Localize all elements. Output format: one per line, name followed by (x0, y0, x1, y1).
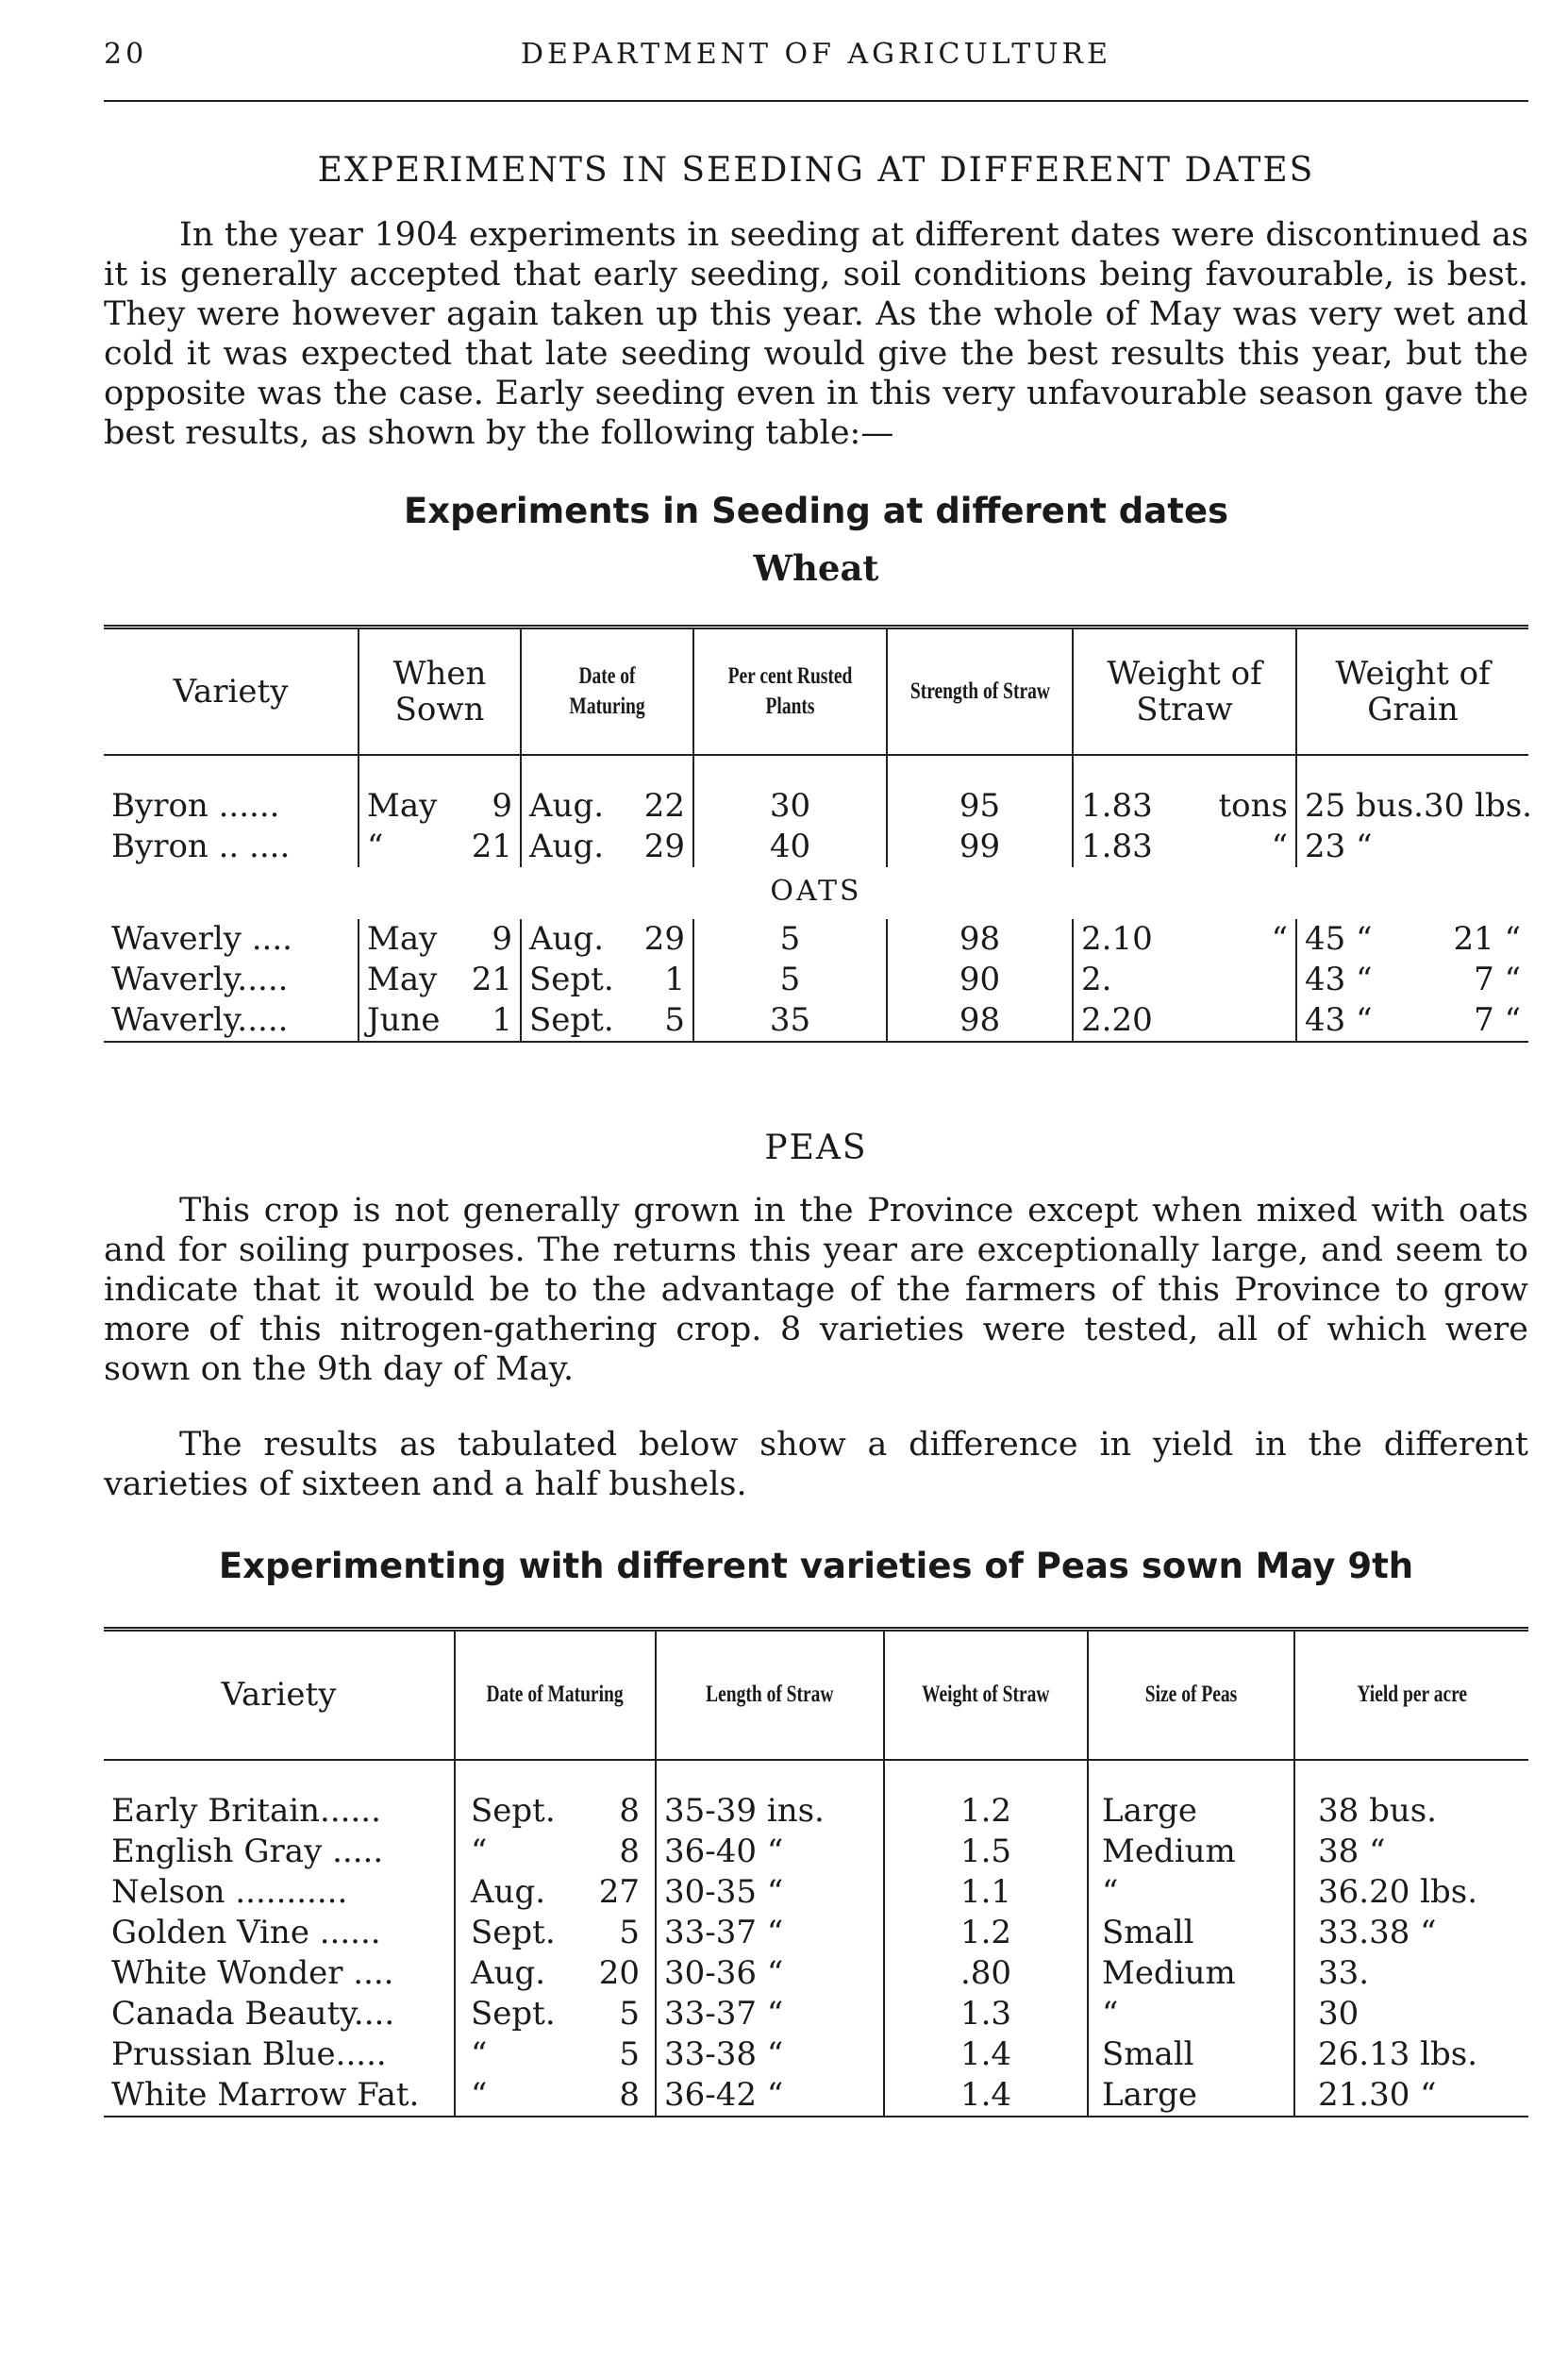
cell-weight: 1.5 (884, 1832, 1088, 1872)
cell-yield: 38 “ (1294, 1832, 1528, 1872)
cell-size: Large (1088, 1791, 1294, 1832)
paragraph-peas-1: This crop is not generally grown in the Province except when mixed with oats and for soiling purposes. The returns this year are exceptionally large, and seem to indicate that it would be to the advantage of the farmers of this Province to grow more of this nitrogen-gathering crop. 8 varieties were tested, all of which were sown on the 9th day of May. (104, 1192, 1528, 1388)
t1-header-strength: Strength of Straw (887, 628, 1073, 755)
t1-header-when-sown: When Sown (359, 628, 521, 755)
cell-variety: White Wonder .... (111, 1953, 394, 1992)
cell-weight: 1.3 (884, 1994, 1088, 2034)
paragraph-peas-2: The results as tabulated below show a difference in yield in the different varieties of sixteen and a half bushels. (104, 1426, 1528, 1503)
table-row (104, 1953, 1528, 1994)
cell-variety: White Marrow Fat. (111, 2075, 420, 2114)
t2-header-date-maturing: Date of Maturing (455, 1630, 656, 1760)
cell-size: Medium (1088, 1953, 1294, 1994)
peas-varieties-table (104, 1627, 1528, 2117)
table-row (104, 1913, 1528, 1953)
page-number: 20 (104, 38, 148, 71)
cell-length: 33-38 “ (656, 2034, 884, 2075)
cell-size: Large (1088, 2075, 1294, 2117)
table1-subtitle: Wheat (753, 547, 879, 589)
cell-weight: 1.2 (884, 1791, 1088, 1832)
cell-size: “ (1088, 1872, 1294, 1913)
cell-variety: Golden Vine ...... (111, 1913, 381, 1951)
t1-header-weight-grain: Weight of Grain (1296, 628, 1528, 755)
cell-yield: 38 bus. (1294, 1791, 1528, 1832)
cell-weight: 1.2 (884, 1913, 1088, 1953)
paragraph-seeding: In the year 1904 experiments in seeding at different dates were discontinued as it is generally accepted that early seeding, soil conditions being favourable, is best. They were however again taken up this year. As the whole of May was very wet and cold it was expected that late seeding would give the best results this year, but the opposite was the case. Early seeding even in this very unfavourable season gave the best results, as shown by the following table:— (104, 216, 1528, 452)
cell-maturing: Sept. 8 (455, 1791, 656, 1832)
running-title: DEPARTMENT OF AGRICULTURE (520, 38, 1112, 71)
table-row: Byron .. .... “ 21 Aug. 29 40 99 1.83 “ 23 “ (104, 827, 1528, 867)
cell-maturing: “ 8 (455, 2075, 656, 2117)
t1-header-variety: Variety (104, 628, 359, 755)
cell-length: 35-39 ins. (656, 1791, 884, 1832)
cell-variety: Canada Beauty.... (111, 1994, 395, 2033)
cell-length: 36-42 “ (656, 2075, 884, 2117)
cell-weight: 1.1 (884, 1872, 1088, 1913)
t1-header-weight-straw: Weight of Straw (1073, 628, 1296, 755)
t1-header-date-maturing: Date of Maturing (521, 628, 693, 755)
table-row: Byron ...... May 9 Aug. 22 30 95 1.83 tons 25 bus. 30 lbs. (111, 786, 1532, 825)
cell-variety: Nelson ........... (111, 1872, 348, 1911)
cell-yield: 36.20 lbs. (1294, 1872, 1528, 1913)
cell-size: Small (1088, 2034, 1294, 2075)
table-row: Waverly..... May 21 Sept. 1 5 90 2. 43 “ 7 “ (104, 960, 1528, 1000)
cell-weight: 1.4 (884, 2075, 1088, 2117)
cell-yield: 30 (1294, 1994, 1528, 2034)
cell-maturing: “ 8 (455, 1832, 656, 1872)
cell-maturing: Sept. 5 (455, 1913, 656, 1953)
cell-size: Medium (1088, 1832, 1294, 1872)
table2-title: Experimenting with different varieties of Peas sown May 9th (218, 1546, 1414, 1586)
cell-length: 36-40 “ (656, 1832, 884, 1872)
running-header (104, 38, 1528, 79)
cell-variety: Early Britain...... (111, 1791, 381, 1830)
t2-header-yield: Yield per acre (1294, 1630, 1528, 1760)
section-title-seeding: EXPERIMENTS IN SEEDING AT DIFFERENT DATES (317, 151, 1315, 190)
oats-label: OATS (770, 874, 862, 908)
cell-length: 30-36 “ (656, 1953, 884, 1994)
table-row: Waverly..... June 1 Sept. 5 35 98 2.20 43 “ 7 “ (104, 1000, 1528, 1042)
header-rule (104, 100, 1528, 102)
cell-yield: 33. (1294, 1953, 1528, 1994)
cell-length: 30-35 “ (656, 1872, 884, 1913)
seeding-dates-table (104, 625, 1532, 1043)
table-row (104, 1832, 1528, 1872)
cell-maturing: Sept. 5 (455, 1994, 656, 2034)
section-title-peas: PEAS (764, 1129, 868, 1167)
cell-maturing: “ 5 (455, 2034, 656, 2075)
table-row (104, 2075, 1528, 2117)
table-row: Waverly .... May 9 Aug. 29 5 98 2.10 “ 45 “ 21 “ (104, 919, 1528, 960)
cell-weight: 1.4 (884, 2034, 1088, 2075)
cell-weight: .80 (884, 1953, 1088, 1994)
table-row (104, 2034, 1528, 2075)
table1-title: Experiments in Seeding at different dates (403, 491, 1229, 531)
t2-header-variety: Variety (104, 1630, 455, 1760)
cell-size: “ (1088, 1994, 1294, 2034)
table-row (104, 1994, 1528, 2034)
cell-variety: English Gray ..... (111, 1832, 384, 1870)
cell-maturing: Aug. 27 (455, 1872, 656, 1913)
t1-header-rusted: Per cent Rusted Plants (693, 628, 887, 755)
cell-yield: 33.38 “ (1294, 1913, 1528, 1953)
cell-size: Small (1088, 1913, 1294, 1953)
cell-length: 33-37 “ (656, 1994, 884, 2034)
cell-maturing: Aug. 20 (455, 1953, 656, 1994)
cell-length: 33-37 “ (656, 1913, 884, 1953)
cell-variety: Prussian Blue..... (111, 2034, 387, 2073)
t2-header-length-straw: Length of Straw (656, 1630, 884, 1760)
cell-yield: 21.30 “ (1294, 2075, 1528, 2117)
table-row (104, 1872, 1528, 1913)
table-row (104, 1791, 1528, 1832)
t2-header-weight-straw: Weight of Straw (884, 1630, 1088, 1760)
cell-yield: 26.13 lbs. (1294, 2034, 1528, 2075)
t2-header-size-peas: Size of Peas (1088, 1630, 1294, 1760)
oats-subheading-row (104, 867, 1528, 919)
